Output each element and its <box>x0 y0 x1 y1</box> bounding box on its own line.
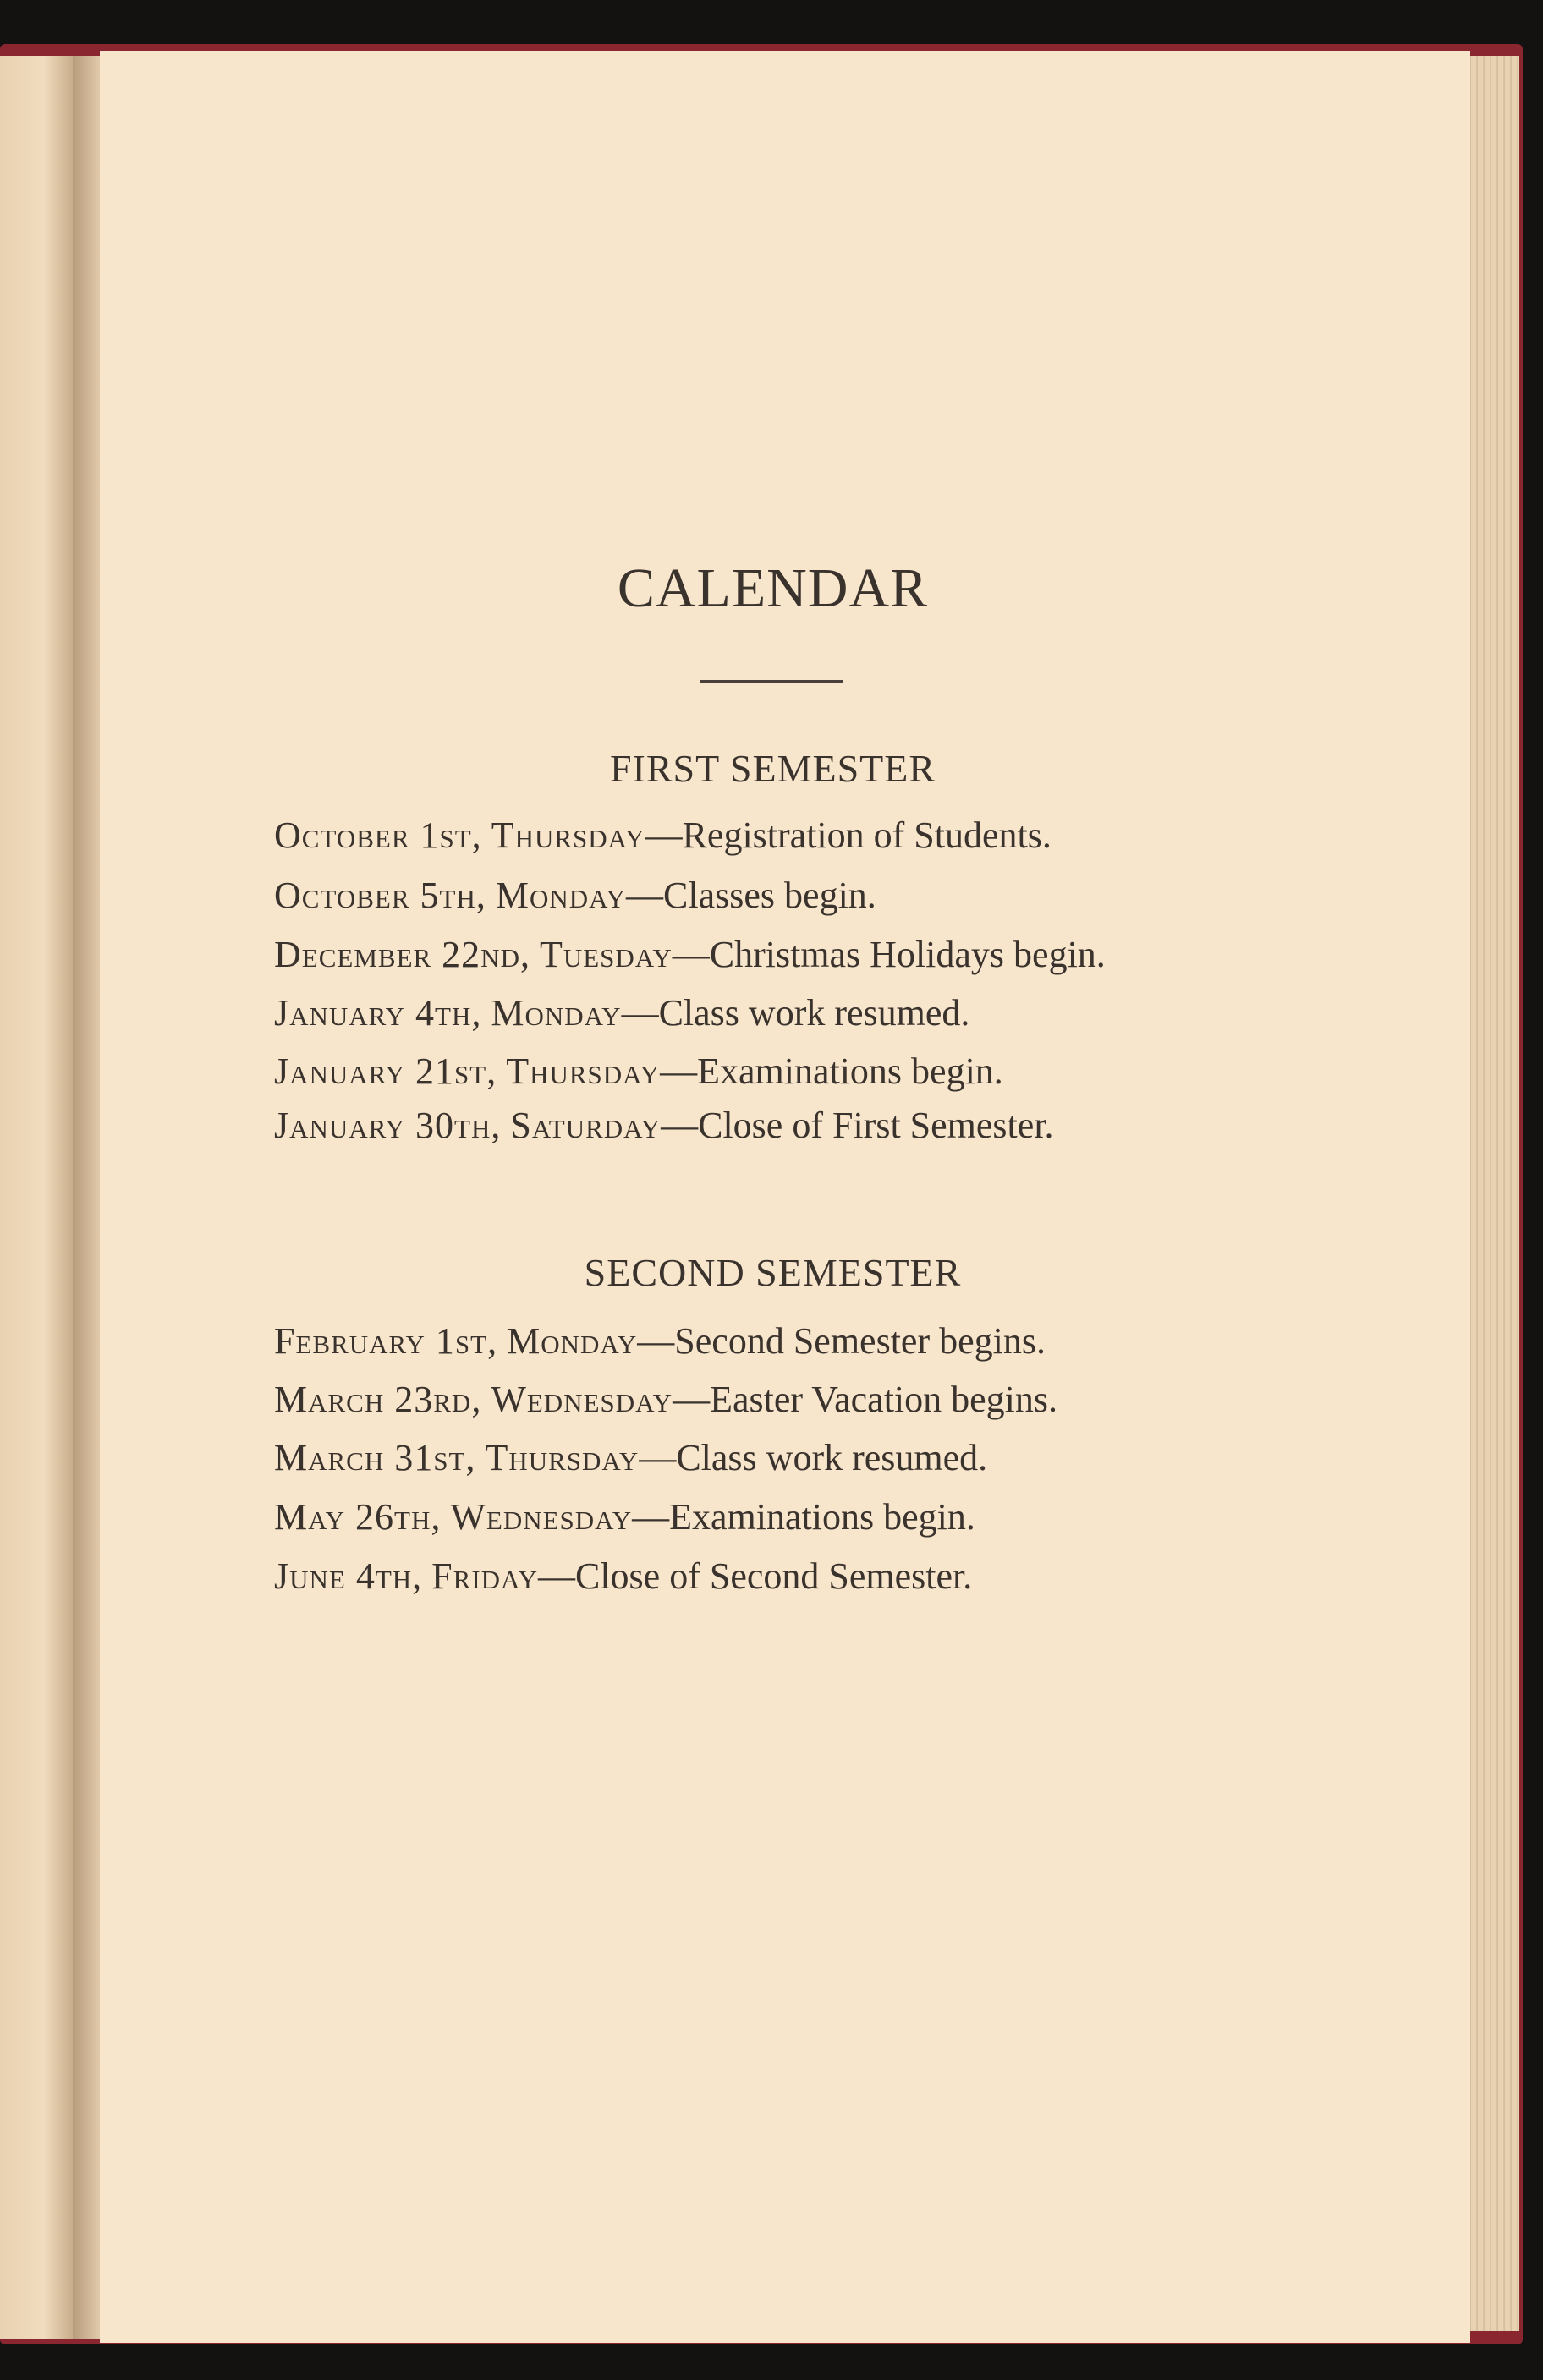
entry-day: Monday <box>491 992 622 1034</box>
entry-event: —Second Semester begins. <box>637 1320 1046 1362</box>
calendar-entry <box>274 1496 975 1538</box>
entry-date: May 26th, <box>274 1496 442 1538</box>
entry-day: Thursday <box>485 1437 640 1478</box>
entry-date: February 1st, <box>274 1320 498 1362</box>
entry-day: Monday <box>495 875 627 916</box>
title-rule <box>700 680 843 683</box>
entry-event: —Class work resumed. <box>621 992 970 1034</box>
calendar-page <box>100 51 1470 2343</box>
entry-date: March 23rd, <box>274 1379 482 1420</box>
entry-event: —Easter Vacation begins. <box>673 1379 1058 1420</box>
entry-event: —Examinations begin. <box>632 1496 975 1538</box>
entry-event: —Close of Second Semester. <box>537 1555 973 1597</box>
first-semester-heading: FIRST SEMESTER <box>609 747 936 790</box>
entry-date: October 1st, <box>274 814 482 856</box>
entry-event: —Close of First Semester. <box>661 1105 1054 1146</box>
calendar-entry <box>274 877 876 914</box>
entry-date: January 4th, <box>274 992 482 1034</box>
facing-page-edge <box>0 56 74 2339</box>
calendar-entry <box>274 1437 988 1478</box>
entry-day: Wednesday <box>450 1496 633 1538</box>
calendar-entry <box>274 1320 1046 1362</box>
entry-day: Thursday <box>506 1050 661 1092</box>
entry-date: January 30th, <box>274 1105 502 1146</box>
entry-event: —Classes begin. <box>626 875 876 916</box>
page-title: CALENDAR <box>617 557 929 619</box>
entry-day: Monday <box>507 1320 638 1362</box>
entry-day: Friday <box>431 1555 538 1597</box>
entry-date: January 21st, <box>274 1050 497 1092</box>
entry-date: October 5th, <box>274 875 486 916</box>
calendar-entry <box>274 814 1052 856</box>
calendar-entry <box>274 936 1106 973</box>
calendar-entry <box>274 1381 1057 1418</box>
entry-event: —Class work resumed. <box>639 1437 988 1478</box>
entry-day: Wednesday <box>491 1379 673 1420</box>
entry-event: —Christmas Holidays begin. <box>672 934 1106 975</box>
calendar-entry <box>274 1555 973 1597</box>
calendar-entry <box>274 1107 1054 1144</box>
entry-day: Thursday <box>491 814 645 856</box>
entry-day: Tuesday <box>539 934 673 975</box>
calendar-entry <box>274 1050 1003 1092</box>
entry-date: June 4th, <box>274 1555 423 1597</box>
second-semester-heading: SECOND SEMESTER <box>584 1251 962 1294</box>
calendar-entry <box>274 992 970 1034</box>
page-block-edges <box>1465 56 1519 2331</box>
entry-date: March 31st, <box>274 1437 476 1478</box>
entry-event: —Examinations begin. <box>660 1050 1003 1092</box>
entry-date: December 22nd, <box>274 934 530 975</box>
entry-day: Saturday <box>510 1105 662 1146</box>
entry-event: —Registration of Students. <box>645 814 1052 856</box>
